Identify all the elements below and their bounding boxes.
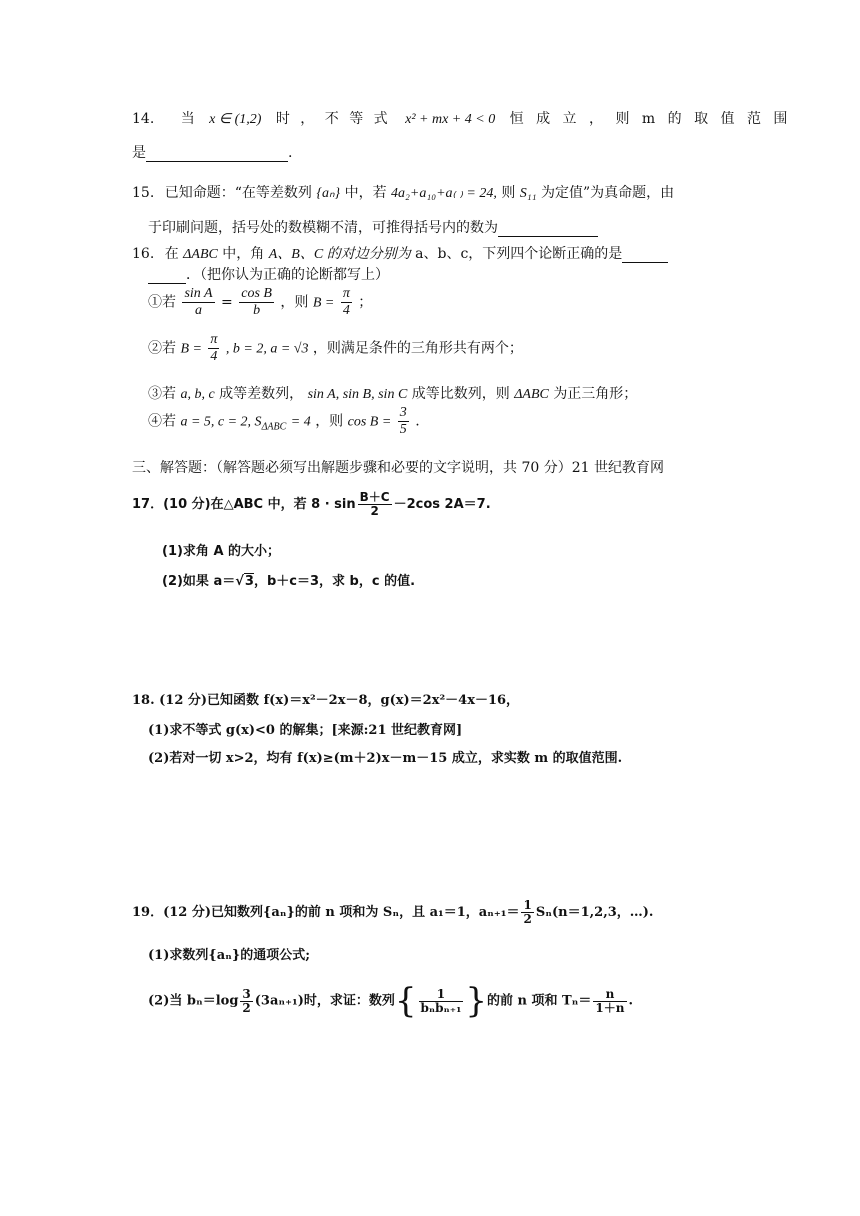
q14-text: .: [288, 145, 293, 161]
statement-math: sin A, sin B, sin C: [307, 387, 408, 402]
q16-text: A、B、C 的对边分别为: [268, 247, 411, 262]
statement-math: cos B =: [347, 414, 392, 430]
q16-statement-1: ①若 $\frac{\text{sin A}}{a}$ = $\frac{\text{cos B}}{b}$ ，则 B = $\frac{\pi}{4}$ ；: [148, 286, 373, 318]
numerator: 3: [399, 405, 407, 420]
statement-math: a = 5, c = 2, S: [180, 414, 262, 430]
q19-text: (2)当 bₙ＝log: [148, 993, 239, 1009]
q19-head: [132, 899, 653, 926]
q15-math: 4a₂+a₁₀+a₍ ₎ = 24,: [391, 186, 497, 201]
statement-text: ；: [358, 294, 373, 311]
answer-blank: [146, 147, 288, 162]
q17-text: 17．(10 分)在△ABC 中，若 8 · sin: [132, 497, 356, 512]
numerator: π: [210, 332, 218, 347]
denominator: 1＋n: [595, 1000, 625, 1015]
fraction: [208, 332, 219, 365]
q17-head: [132, 491, 491, 518]
q16-text: 在: [164, 246, 179, 262]
q14-text: 时 ， 不 等 式: [275, 111, 391, 127]
answer-blank: [622, 248, 668, 263]
q16-statement-2: [148, 332, 523, 365]
statement-label: ②若: [148, 340, 176, 357]
fraction: [182, 286, 214, 319]
numerator: π: [342, 286, 350, 301]
statement-math: = 4: [290, 414, 311, 430]
numerator: 1: [436, 986, 446, 1001]
statement-math: B =: [312, 295, 335, 311]
fraction: [419, 988, 464, 1015]
q17-text: ，b＋c＝3，求 b，c 的值.: [253, 574, 416, 589]
numerator: 3: [242, 986, 251, 1001]
q15-text: 于印刷问题，括号处的数模糊不清，可推得括号内的数为: [148, 220, 498, 236]
q19-part-2: [148, 981, 634, 1021]
q14-text: 恒 成 立 ， 则 m 的 取 值 范 围: [509, 111, 792, 127]
right-brace: }: [465, 981, 487, 1021]
numerator: cos B: [241, 286, 272, 301]
numerator: 1: [523, 898, 532, 912]
q15-number: 15.: [132, 185, 155, 201]
q16-text: ．（把你认为正确的论断都写上）: [186, 267, 389, 283]
numerator: B＋C: [359, 490, 390, 504]
q18-head: 18. (12 分)已知函数 f(x)＝x²－2x－8，g(x)＝2x²－4x－16，: [132, 693, 520, 708]
q14-line1: [132, 108, 791, 128]
denominator: 2: [358, 504, 392, 518]
q15-text: 则: [501, 185, 516, 201]
q19-part-1: (1)求数列{aₙ}的通项公式;: [148, 948, 311, 963]
statement-label: ③若: [148, 386, 176, 402]
q17-text: (2)如果 a＝: [162, 574, 236, 589]
q16-text: 中，角: [222, 246, 265, 262]
q18-part-1: (1)求不等式 g(x)<0 的解集；[来源:21 世纪教育网]: [148, 723, 463, 738]
denominator: 5: [399, 422, 407, 437]
answer-blank: [498, 222, 598, 237]
fraction: [398, 405, 409, 438]
q15-line2: [148, 217, 598, 237]
q16-statement-3: [148, 383, 637, 403]
q14-text: 是: [132, 145, 146, 161]
statement-text: 成等差数列，: [219, 386, 304, 402]
q14-text: 当: [180, 111, 195, 127]
denominator: b: [239, 302, 274, 319]
statement-text: 为正三角形；: [553, 386, 638, 402]
fraction: [593, 988, 626, 1015]
answer-blank: [148, 269, 186, 284]
statement-math: ΔABC: [514, 387, 549, 402]
q19-text: (3aₙ₊₁)时，求证：数列: [254, 993, 395, 1009]
statement-math: , b = 2, a = √3: [225, 341, 309, 357]
statement-math: a, b, c: [180, 387, 215, 402]
statement-text: ，则: [315, 413, 344, 430]
q15-math: {aₙ}: [316, 186, 341, 201]
q14-line2: [132, 142, 292, 162]
statement-text: ，则: [280, 294, 309, 311]
left-brace: {: [394, 981, 417, 1021]
q16-math: ΔABC: [183, 247, 218, 262]
q14-math-inequality: x² + mx + 4 < 0: [405, 112, 496, 127]
q17-part-2: (2)如果 a＝√3，b＋c＝3，求 b，c 的值.: [162, 574, 416, 589]
q15-text: 为定值”为真命题，由: [540, 185, 675, 201]
log-base-fraction: [240, 988, 252, 1015]
subscript: ΔABC: [261, 421, 287, 433]
q16-statement-4: [148, 405, 420, 438]
fraction: [239, 286, 274, 319]
denominator: bₙbₙ₊₁: [420, 1000, 462, 1015]
section-heading: 三、解答题：（解答题必须写出解题步骤和必要的文字说明，共 70 分）21 世纪教育网: [132, 460, 664, 476]
q16-line2: [148, 264, 389, 284]
statement-text: 成等比数列，则: [411, 386, 510, 402]
q16-text: a、b、c，下列四个论断正确的是: [415, 246, 623, 262]
numerator: sin A: [184, 286, 213, 301]
q16-number: 16.: [132, 246, 155, 262]
q15-math: S₁₁: [519, 186, 537, 201]
q14-math-interval: x ∈ (1,2): [209, 112, 262, 127]
denominator: 4: [208, 348, 219, 365]
q19-text: 的前 n 项和 Tₙ＝: [486, 993, 592, 1009]
q15-text: 已知命题：“在等差数列: [164, 185, 312, 201]
statement-math: B =: [180, 341, 202, 357]
numerator: n: [605, 986, 615, 1001]
sqrt-radicand: 3: [244, 574, 254, 589]
statement-text: ，则满足条件的三角形共有两个；: [312, 340, 523, 357]
fraction: [521, 899, 533, 926]
q17-text: －2cos 2A＝7.: [393, 497, 491, 512]
q15-line1: [132, 182, 674, 202]
fraction: [341, 286, 352, 319]
statement-label: ①若: [148, 294, 176, 311]
statement-text: .: [415, 413, 420, 430]
fraction: [358, 491, 392, 518]
q16-line1: [132, 243, 668, 263]
q15-text: 中，若: [344, 185, 387, 201]
q19-text: 19．(12 分)已知数列{aₙ}的前 n 项和为 Sₙ，且 a₁＝1，aₙ₊₁＝: [132, 905, 520, 920]
q19-text: .: [628, 993, 634, 1009]
denominator: 4: [341, 302, 352, 319]
q18-part-2: (2)若对一切 x>2，均有 f(x)≥(m＋2)x－m－15 成立，求实数 m 的取值范围.: [148, 751, 623, 766]
statement-label: ④若: [148, 413, 176, 430]
q17-part-1: (1)求角 A 的大小；: [162, 544, 281, 559]
denominator: 2: [242, 1000, 251, 1015]
q19-text: Sₙ(n＝1,2,3，…).: [535, 905, 654, 920]
denominator: 2: [523, 912, 532, 926]
denominator: a: [182, 302, 214, 319]
q14-number: 14.: [132, 111, 155, 127]
